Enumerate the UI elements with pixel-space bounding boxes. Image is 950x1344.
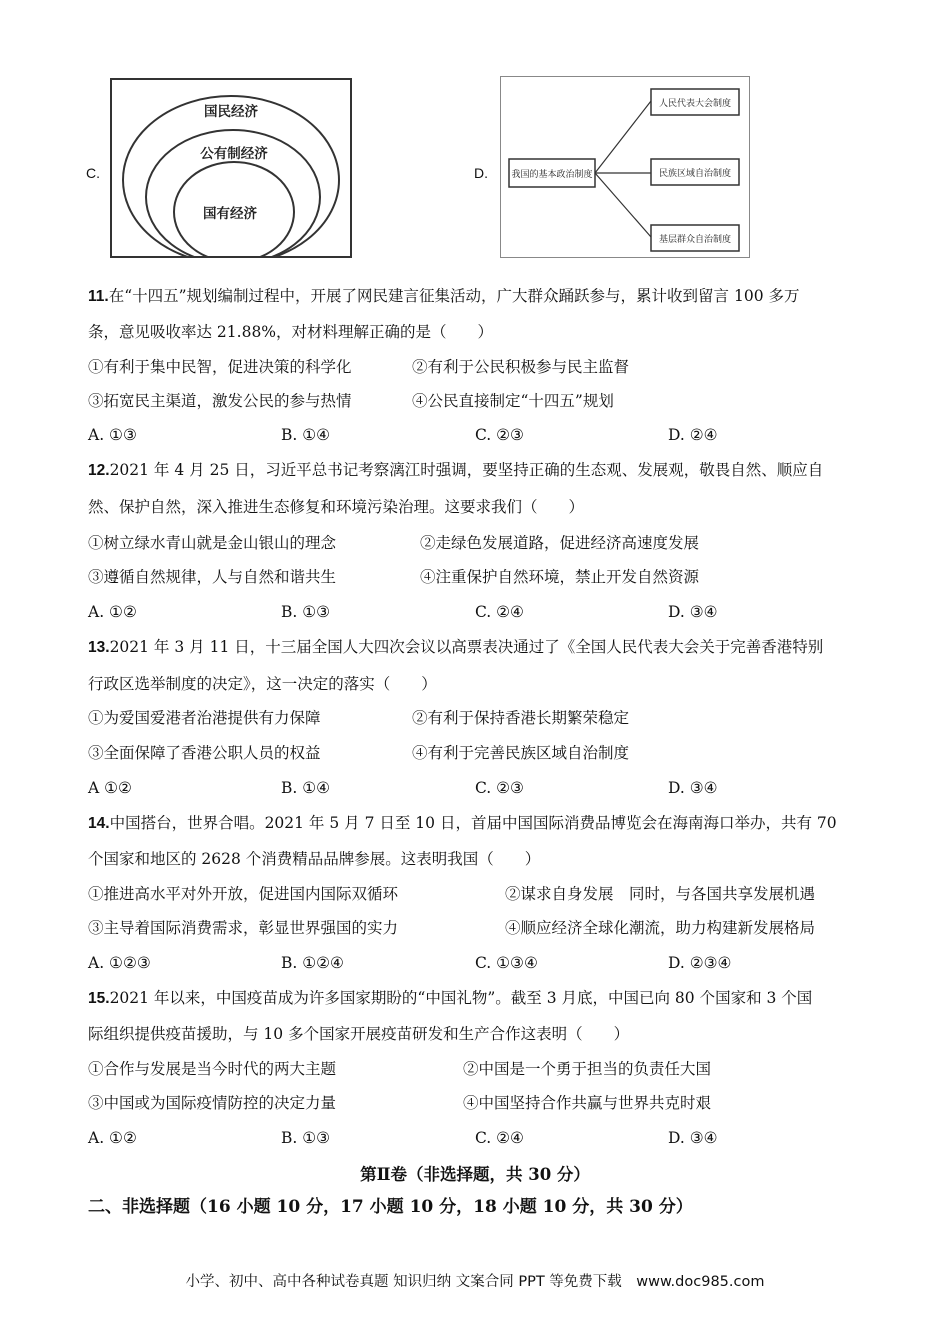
question-13-statement-1: ①为爱国爱港者治港提供有力保障 — [88, 709, 321, 727]
question-11-statement-4: ④公民直接制定“十四五”规划 — [412, 392, 614, 410]
question-15-option-a[interactable]: A. ①② — [88, 1129, 137, 1147]
branch-line-3 — [595, 173, 651, 237]
question-14-statement-3: ③主导着国际消费需求，彰显世界强国的实力 — [88, 919, 399, 937]
question-13-stem-line-1: 13.2021 年 3 月 11 日，十三届全国人大四次会议以高票表决通过了《全国人民代表大会关于完善香港特别 — [88, 638, 824, 656]
question-12-statement-1: ①树立绿水青山就是金山银山的理念 — [88, 534, 337, 552]
figure-d-box — [500, 76, 750, 258]
question-15-stem-line-1: 15.2021 年以来，中国疫苗成为许多国家期盼的“中国礼物”。截至 3 月底，中国已向 80 个国家和 3 个国 — [88, 989, 813, 1007]
outer-label: 国民经济 — [204, 104, 258, 120]
question-11-statement-3: ③拓宽民主渠道，激发公民的参与热情 — [88, 392, 352, 410]
question-11-statement-2: ②有利于公民积极参与民主监督 — [412, 358, 630, 376]
question-14-stem-line-2: 个国家和地区的 2628 个消费精品品牌参展。这表明我国（ ） — [88, 850, 541, 868]
question-13-statement-2: ②有利于保持香港长期繁荣稳定 — [412, 709, 630, 727]
question-number: 14. — [88, 815, 110, 832]
question-14-option-d[interactable]: D. ②③④ — [668, 954, 732, 972]
question-12-statement-3: ③遵循自然规律，人与自然和谐共生 — [88, 568, 337, 586]
branch-line-1 — [595, 101, 651, 173]
inner-label: 国有经济 — [203, 206, 257, 222]
question-12-stem-line-1: 12.2021 年 4 月 25 日，习近平总书记考察漓江时强调，要坚持正确的生态观、发展观，敬畏自然、顺应自 — [88, 461, 824, 479]
question-number: 11. — [88, 288, 109, 305]
footer-text: 小学、初中、高中各种试卷真题 知识归纳 文案合同 PPT 等免费下载 www.doc985.com — [185, 1274, 765, 1290]
question-11-option-a[interactable]: A. ①③ — [88, 426, 137, 444]
question-11-option-d[interactable]: D. ②④ — [668, 426, 718, 444]
question-12-option-b[interactable]: B. ①③ — [281, 603, 331, 621]
root-label: 我国的基本政治制度 — [511, 170, 593, 180]
question-11-option-b[interactable]: B. ①④ — [281, 426, 331, 444]
question-13-statement-4: ④有利于完善民族区域自治制度 — [412, 744, 630, 762]
question-14-option-c[interactable]: C. ①③④ — [475, 954, 538, 972]
question-14-statement-2: ②谋求自身发展 同时，与各国共享发展机遇 — [505, 885, 816, 903]
option-c-label: C. — [86, 165, 100, 181]
question-14-option-b[interactable]: B. ①②④ — [281, 954, 344, 972]
question-14-stem-line-1: 14.中国搭台，世界合唱。2021 年 5 月 7 日至 10 日，首届中国国际消费品博览会在海南海口举办，共有 70 — [88, 814, 837, 832]
question-13-option-a[interactable]: A ①② — [88, 779, 132, 797]
option-d-label: D. — [474, 165, 488, 181]
part-2-title: 二、非选择题（16 小题 10 分，17 小题 10 分，18 小题 10 分，共 30 分） — [88, 1197, 693, 1217]
question-14-statement-4: ④顺应经济全球化潮流，助力构建新发展格局 — [505, 919, 816, 937]
volume-2-title: 第Ⅱ卷（非选择题，共 30 分） — [360, 1165, 590, 1184]
question-13-stem-line-2: 行政区选举制度的决定》，这一决定的落实（ ） — [88, 675, 437, 693]
branch-label-1: 人民代表大会制度 — [658, 99, 732, 109]
question-15-statement-3: ③中国或为国际疫情防控的决定力量 — [88, 1094, 337, 1112]
question-15-stem-line-2: 际组织提供疫苗援助，与 10 多个国家开展疫苗研发和生产合作这表明（ ） — [88, 1025, 630, 1043]
question-12-option-a[interactable]: A. ①② — [88, 603, 137, 621]
branch-label-3: 基层群众自治制度 — [658, 235, 732, 245]
question-number: 15. — [88, 990, 110, 1007]
question-13-option-d[interactable]: D. ③④ — [668, 779, 718, 797]
question-14-statement-1: ①推进高水平对外开放，促进国内国际双循环 — [88, 885, 399, 903]
tree-diagram — [501, 77, 749, 257]
question-15-option-b[interactable]: B. ①③ — [281, 1129, 331, 1147]
branch-label-2: 民族区域自治制度 — [658, 169, 732, 179]
question-11-stem-line-1: 11.在“十四五”规划编制过程中，开展了网民建言征集活动，广大群众踊跃参与，累计收到留言 100 多万 — [88, 287, 800, 305]
question-12-option-d[interactable]: D. ③④ — [668, 603, 718, 621]
question-15-statement-4: ④中国坚持合作共赢与世界共克时艰 — [463, 1094, 712, 1112]
question-13-option-b[interactable]: B. ①④ — [281, 779, 331, 797]
nested-circles-diagram — [112, 80, 350, 256]
question-number: 13. — [88, 639, 110, 656]
question-11-statement-1: ①有利于集中民智，促进决策的科学化 — [88, 358, 352, 376]
question-12-statement-2: ②走绿色发展道路，促进经济高速度发展 — [420, 534, 700, 552]
question-11-stem-line-2: 条，意见吸收率达 21.88%，对材料理解正确的是（ ） — [88, 323, 494, 341]
question-12-option-c[interactable]: C. ②④ — [475, 603, 524, 621]
middle-label: 公有制经济 — [200, 146, 268, 162]
question-15-statement-2: ②中国是一个勇于担当的负责任大国 — [463, 1060, 712, 1078]
figure-c-box — [110, 78, 352, 258]
question-12-statement-4: ④注重保护自然环境，禁止开发自然资源 — [420, 568, 700, 586]
question-13-statement-3: ③全面保障了香港公职人员的权益 — [88, 744, 321, 762]
question-13-option-c[interactable]: C. ②③ — [475, 779, 524, 797]
question-number: 12. — [88, 462, 110, 479]
question-12-stem-line-2: 然、保护自然，深入推进生态修复和环境污染治理。这要求我们（ ） — [88, 498, 585, 516]
question-15-statement-1: ①合作与发展是当今时代的两大主题 — [88, 1060, 337, 1078]
question-14-option-a[interactable]: A. ①②③ — [88, 954, 151, 972]
question-15-option-c[interactable]: C. ②④ — [475, 1129, 524, 1147]
question-15-option-d[interactable]: D. ③④ — [668, 1129, 718, 1147]
question-11-option-c[interactable]: C. ②③ — [475, 426, 524, 444]
